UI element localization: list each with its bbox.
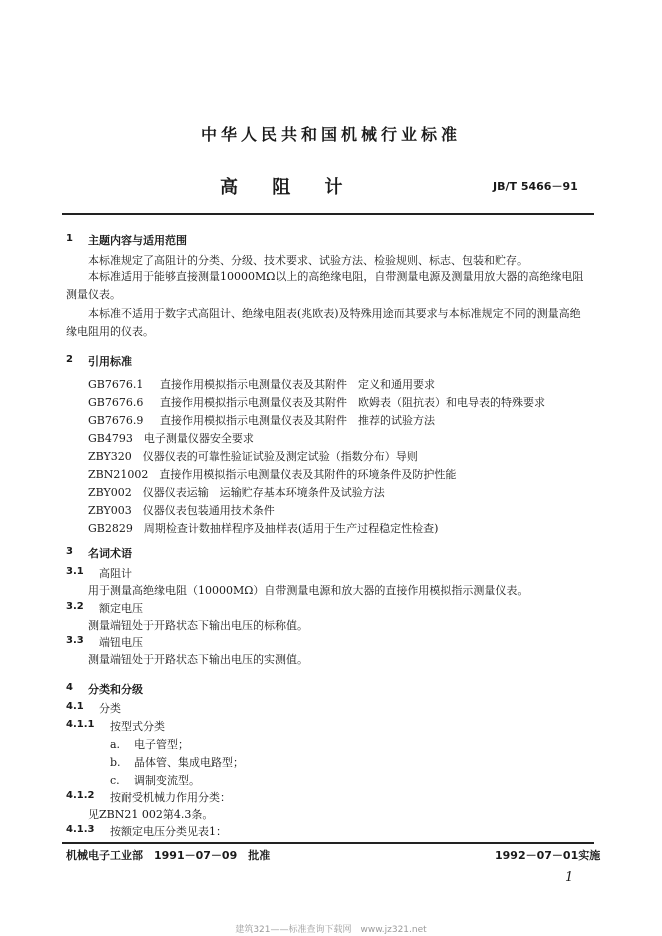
- reference-item: [88, 520, 438, 536]
- clause-4-1-3-text: 按额定电压分类见表1：: [110, 825, 227, 838]
- section-2-title: 引用标准: [88, 355, 132, 368]
- clause-4-1-2-text: 按耐受机械力作用分类：: [110, 791, 231, 804]
- section-3-number: 3: [66, 546, 73, 557]
- list-item-label: c.: [110, 774, 120, 787]
- list-item: [110, 772, 200, 788]
- section-1-title: 主题内容与适用范围: [88, 234, 187, 247]
- list-item-text: 晶体管、集成电路型；: [134, 756, 244, 769]
- clause-4-1-3-number: 4.1.3: [66, 824, 95, 835]
- clause-4-1-text: 分类: [99, 702, 121, 715]
- reference-code: ZBY002: [88, 486, 132, 499]
- list-item-label: b.: [110, 756, 121, 769]
- term-name: 高阻计: [99, 567, 132, 580]
- term-definition: 用于测量高绝缘电阻（10000MΩ）自带测量电源和放大器的直接作用模拟指示测量仪表。: [88, 584, 529, 597]
- term-definition: 测量端钮处于开路状态下输出电压的标称值。: [88, 619, 308, 632]
- clause-4-1-1-text: 按型式分类: [110, 720, 165, 733]
- approval-line: 机械电子工业部 1991－07－09 批准: [66, 849, 271, 862]
- reference-code: GB7676.9: [88, 414, 144, 427]
- reference-code: ZBY003: [88, 504, 132, 517]
- reference-code: GB4793: [88, 432, 133, 445]
- clause-4-1-1-number: 4.1.1: [66, 719, 95, 730]
- reference-text: 仪器仪表的可靠性验证试验及测定试验（指数分布）导则: [142, 450, 418, 463]
- clause-4-1-2-detail: 见ZBN21 002第4.3条。: [88, 808, 214, 821]
- reference-text: 直接作用模拟指示电测量仪表及其附件的环境条件及防护性能: [159, 468, 457, 481]
- reference-text: 直接作用模拟指示电测量仪表及其附件 推荐的试验方法: [160, 414, 435, 427]
- reference-item: [88, 466, 456, 482]
- term-number: 3.1: [66, 566, 84, 577]
- section-2-number: 2: [66, 354, 73, 365]
- reference-item: [88, 412, 435, 428]
- clause-4-1-2-number: 4.1.2: [66, 790, 95, 801]
- reference-text: 直接作用模拟指示电测量仪表及其附件 定义和通用要求: [160, 378, 435, 391]
- header-rule: [62, 213, 594, 215]
- section-1-paragraph-1: 本标准规定了高阻计的分类、分级、技术要求、试验方法、检验规则、标志、包装和贮存。: [88, 254, 528, 267]
- term-name: 额定电压: [99, 602, 143, 615]
- issuer-title: 中华人民共和国机械行业标准: [200, 125, 461, 144]
- list-item: [110, 754, 244, 770]
- term-name: 端钮电压: [99, 636, 143, 649]
- reference-code: GB7676.1: [88, 378, 144, 391]
- term-number: 3.2: [66, 601, 84, 612]
- term-number: 3.3: [66, 635, 84, 646]
- reference-item: [88, 484, 385, 500]
- watermark-text: 建筑321——标准查询下载网 www.jz321.net: [235, 925, 427, 935]
- list-item: [110, 736, 189, 752]
- document-title: 高 阻 计: [220, 177, 344, 198]
- reference-text: 仪器仪表运输 运输贮存基本环境条件及试验方法: [142, 486, 385, 499]
- reference-text: 直接作用模拟指示电测量仪表及其附件 欧姆表（阻抗表）和电导表的特殊要求: [160, 396, 545, 409]
- reference-text: 仪器仪表包装通用技术条件: [142, 504, 275, 517]
- reference-item: [88, 430, 254, 446]
- footer-rule: [62, 842, 594, 844]
- section-4-number: 4: [66, 682, 73, 693]
- page-number: 1: [565, 870, 574, 885]
- clause-4-1-number: 4.1: [66, 701, 84, 712]
- reference-item: [88, 376, 435, 392]
- reference-code: GB7676.6: [88, 396, 144, 409]
- reference-item: [88, 448, 418, 464]
- reference-code: ZBN21002: [88, 468, 149, 481]
- section-1-number: 1: [66, 233, 73, 244]
- list-item-text: 电子管型；: [134, 738, 189, 751]
- section-1-paragraph-2: 本标准适用于能够直接测量10000MΩ以上的高绝缘电阻，自带测量电源及测量用放大器的高绝缘电阻测量仪表。: [66, 270, 584, 301]
- section-1-paragraph-3: 本标准不适用于数字式高阻计、绝缘电阻表(兆欧表)及特殊用途而其要求与本标准规定不同的测量高绝缘电阻用的仪表。: [66, 307, 581, 338]
- standard-code: JB/T 5466－91: [493, 180, 578, 193]
- section-4-title: 分类和分级: [88, 683, 143, 696]
- reference-item: [88, 394, 545, 410]
- reference-item: [88, 502, 275, 518]
- list-item-text: 调制变流型。: [134, 774, 200, 787]
- term-definition: 测量端钮处于开路状态下输出电压的实测值。: [88, 653, 308, 666]
- section-3-title: 名词术语: [88, 547, 132, 560]
- reference-text: 电子测量仪器安全要求: [143, 432, 254, 445]
- implementation-date: 1992－07－01实施: [495, 849, 601, 862]
- list-item-label: a.: [110, 738, 121, 751]
- reference-code: ZBY320: [88, 450, 132, 463]
- reference-text: 周期检查计数抽样程序及抽样表(适用于生产过程稳定性检查): [143, 522, 439, 535]
- reference-code: GB2829: [88, 522, 133, 535]
